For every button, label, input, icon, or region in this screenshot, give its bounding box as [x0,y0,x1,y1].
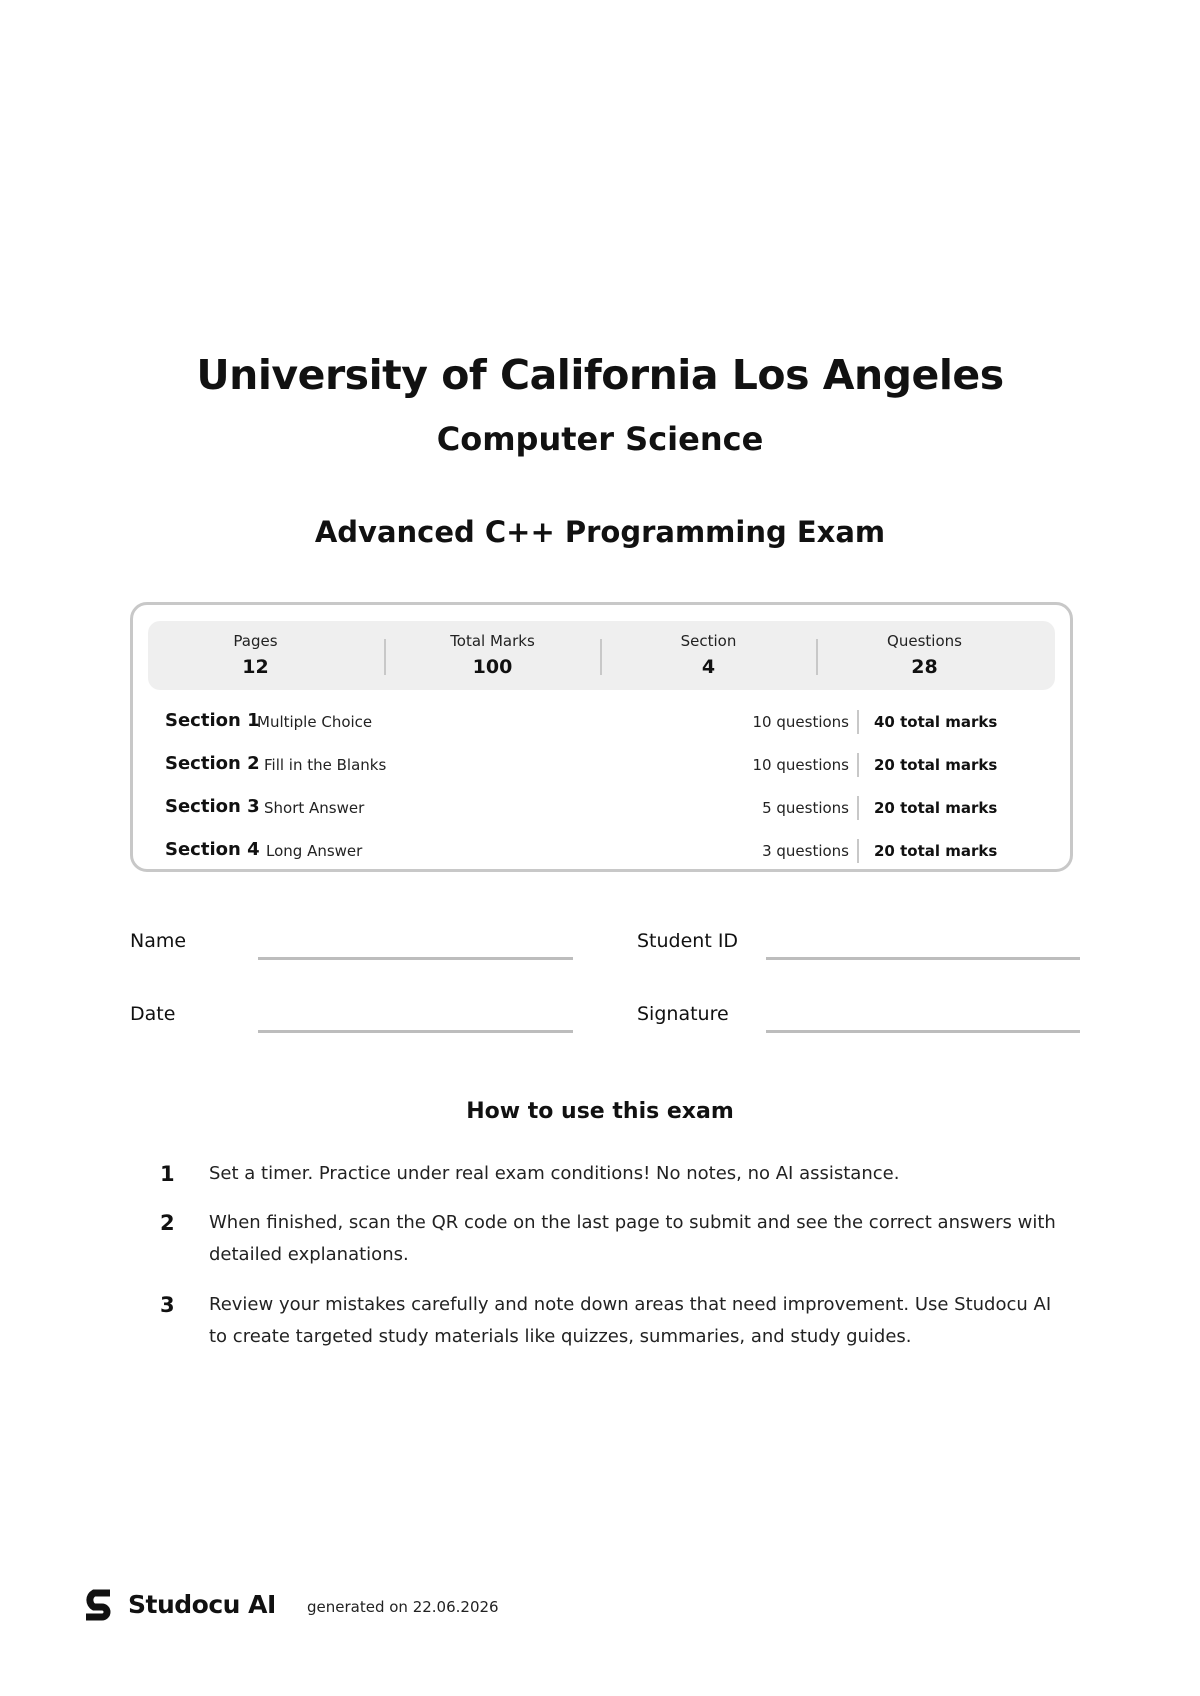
exam-title: Advanced C++ Programming Exam [314,515,886,549]
stat-pages [148,621,363,690]
section-type: Short Answer [264,799,365,817]
section-name: Section 2 [165,753,260,774]
section-divider [857,753,859,777]
section-marks: 40 total marks [874,713,998,731]
stat-value: 4 [701,656,716,678]
student-id-label: Student ID [637,930,739,952]
university-title: University of California Los Angeles [196,351,1004,399]
section-type: Long Answer [266,842,363,860]
studocu-logo-icon [80,1587,116,1623]
stat-value: 12 [242,656,269,678]
section-divider [857,710,859,734]
section-name: Section 3 [165,796,260,817]
section-row [165,710,1041,734]
signature-field[interactable] [766,1030,1080,1033]
stat-label: Questions [887,632,962,650]
section-questions: 3 questions [762,842,849,860]
section-name: Section 4 [165,839,260,860]
section-marks: 20 total marks [874,756,998,774]
exam-stats-bar [148,621,1055,690]
brand-name: Studocu AI [128,1590,276,1619]
stat-value: 100 [472,656,513,678]
section-marks: 20 total marks [874,799,998,817]
step-number: 3 [160,1293,175,1317]
section-questions: 5 questions [762,799,849,817]
section-marks: 20 total marks [874,842,998,860]
section-row [165,753,1041,777]
stat-value: 28 [911,656,938,678]
step-text: When finished, scan the QR code on the last page to submit and see the correct answers with detailed explanations. [209,1212,1056,1265]
stat-sections [601,621,816,690]
stat-questions [817,621,1032,690]
generated-date: generated on 22.06.2026 [307,1598,499,1616]
stat-label: Section [680,632,737,650]
step-number: 1 [160,1162,175,1186]
exam-info-box [130,602,1073,872]
step-text: Review your mistakes carefully and note down areas that need improvement. Use Studocu AI to create targeted study materials like quizzes, summaries, and study guides. [209,1294,1052,1347]
step-number: 2 [160,1211,175,1235]
section-name: Section 1 [165,710,260,731]
section-divider [857,796,859,820]
date-field[interactable] [258,1030,573,1033]
section-type: Fill in the Blanks [264,756,387,774]
student-id-field[interactable] [766,957,1080,960]
stat-label: Pages [233,632,278,650]
step-text: Set a timer. Practice under real exam conditions! No notes, no AI assistance. [209,1163,900,1184]
date-label: Date [130,1003,176,1025]
signature-label: Signature [637,1003,729,1025]
name-field[interactable] [258,957,573,960]
section-questions: 10 questions [752,713,849,731]
section-divider [857,839,859,863]
instructions-title: How to use this exam [466,1099,734,1124]
name-label: Name [130,930,187,952]
section-row [165,796,1041,820]
section-type: Multiple Choice [257,713,373,731]
section-row [165,839,1041,863]
stat-total-marks [385,621,600,690]
stat-label: Total Marks [450,632,535,650]
section-questions: 10 questions [752,756,849,774]
department-title: Computer Science [436,420,764,458]
